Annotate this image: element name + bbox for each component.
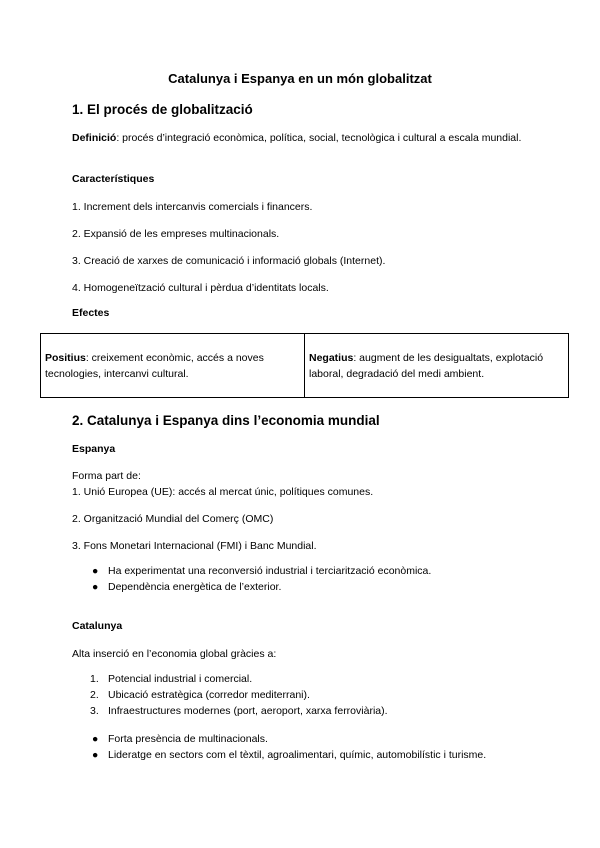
bullet-marker: ● — [92, 749, 99, 761]
list-item-text: Lideratge en sectors com el tèxtil, agroalimentari, químic, automobilístic i turisme. — [108, 749, 487, 761]
characteristic-item: 1. Increment dels intercanvis comercials i financers. — [72, 201, 313, 213]
bullet-marker: ● — [92, 733, 99, 745]
page-title: Catalunya i Espanya en un món globalitzat — [168, 71, 432, 86]
catalonia-intro: Alta inserció en l’economia global gràcies a: — [72, 648, 277, 660]
spain-item: 1. Unió Europea (UE): accés al mercat únic, polítiques comunes. — [72, 486, 374, 498]
bullet-marker: ● — [92, 565, 99, 577]
characteristic-item: 4. Homogeneïtzació cultural i pèrdua d’identitats locals. — [72, 282, 329, 294]
positive-effects-cell — [41, 334, 305, 398]
positive-text: : creixement econòmic, accés a noves tecnologies, intercanvi cultural. — [45, 351, 264, 380]
list-item-text: Ubicació estratègica (corredor mediterrani). — [108, 689, 310, 701]
list-item — [90, 579, 431, 595]
section1-heading: 1. El procés de globalització — [72, 102, 253, 117]
list-item-text: Infraestructures modernes (port, aeroport, xarxa ferroviària). — [108, 705, 388, 717]
list-item — [90, 747, 486, 763]
definition-text: : procés d’integració econòmica, política, social, tecnològica i cultural a escala mundial. — [116, 132, 522, 144]
list-item — [90, 671, 388, 687]
bullet-marker: ● — [92, 581, 99, 593]
list-item-text: Forta presència de multinacionals. — [108, 733, 268, 745]
catalonia-numbered-list — [90, 671, 388, 719]
list-item-text: Potencial industrial i comercial. — [108, 673, 253, 685]
positive-label: Positius — [45, 351, 86, 364]
catalonia-bullets — [90, 731, 486, 763]
effects-table — [40, 333, 569, 398]
list-item — [90, 703, 388, 719]
negative-label: Negatius — [309, 351, 354, 364]
spain-bullets — [90, 563, 431, 595]
effects-heading: Efectes — [72, 307, 110, 319]
definition-paragraph — [72, 130, 532, 146]
spain-heading: Espanya — [72, 443, 116, 455]
negative-effects-cell — [305, 334, 569, 398]
spain-intro: Forma part de: — [72, 470, 141, 482]
characteristic-item: 2. Expansió de les empreses multinacionals. — [72, 228, 280, 240]
list-item — [90, 731, 486, 747]
definition-label: Definició — [72, 132, 117, 144]
list-number: 1. — [90, 673, 99, 685]
list-item — [90, 687, 388, 703]
spain-item: 3. Fons Monetari Internacional (FMI) i Banc Mundial. — [72, 540, 317, 552]
list-item — [90, 563, 431, 579]
negative-text: : augment de les desigualtats, explotació laboral, degradació del medi ambient. — [309, 351, 544, 380]
list-number: 3. — [90, 705, 99, 717]
section2-heading: 2. Catalunya i Espanya dins l’economia mundial — [72, 413, 380, 428]
list-item-text: Ha experimentat una reconversió industrial i terciarització econòmica. — [108, 565, 432, 577]
list-number: 2. — [90, 689, 99, 701]
list-item-text: Dependència energètica de l’exterior. — [108, 581, 282, 593]
catalonia-heading: Catalunya — [72, 620, 123, 632]
spain-item: 2. Organització Mundial del Comerç (OMC) — [72, 513, 274, 525]
characteristic-item: 3. Creació de xarxes de comunicació i informació globals (Internet). — [72, 255, 386, 267]
characteristics-heading: Característiques — [72, 173, 155, 185]
